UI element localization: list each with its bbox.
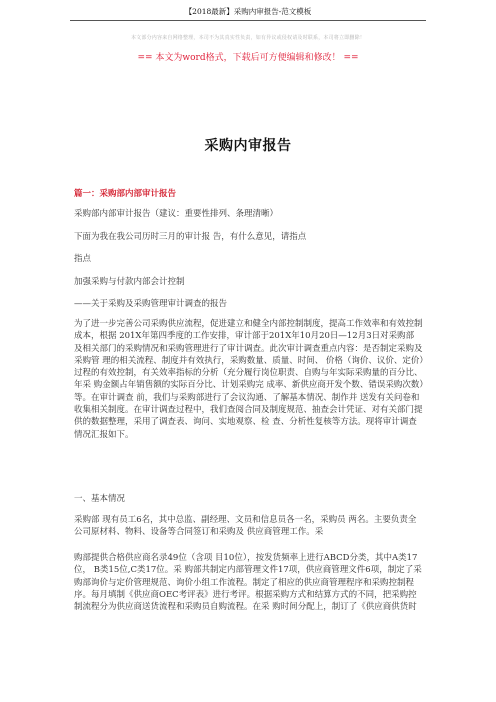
section-heading: 篇一：采购部内部审计报告	[74, 189, 177, 199]
body-paragraph-2: 采购部 现有员工6名，其中总监、副经理、文员和信息员各一名，采购员 两名。主要负责全公司原材料、物料、设备等合同签订和采购及 供应商管理工作。采	[74, 515, 417, 538]
intro-line: 下面为我在我公司历时三月的审计报 告，有什么意见，请指点	[74, 232, 307, 242]
basic-info-heading: 一、基本情况	[74, 494, 126, 504]
intro-line-2: 指点	[74, 254, 92, 264]
header-divider	[70, 20, 426, 21]
body-paragraph-1: 为了进一步完善公司采购供应流程，促进建立和健全内部控制制度，提高工作效率和有效控制成本，根据 201X年第四季度的工作安排，审计部于201X年10月20日—12月3日对采购部 及相关部门的采购情况和采购管理进行了审计调查。此次审计调查重点内容：是否制定采购及采购管 理的相关流程、制度并有效执行，采购数量、质量、时间、 价格（询价、议价、定价）过程的有效控制，有关效率指标的分析（充分履行岗位职责、自购与年实际采购量的百分比、年采 购金额占年销售额的实际百分比、计划采购完 成率、新供应商开发个数、错误采购次数）等。在审计调查 前，我们与采购部进行了会议沟通、了解基本情况、制作并 送发有关问卷和收集相关制度。在审计调查过程中，我们查阅合同及制度规范、抽查会计凭证、对有关部门提供的数据整理，采用了调查表、询问、实地观察、检 查、分析性复核等方法。现将审计调查情况汇报如下。	[74, 319, 424, 440]
word-format-notice: == 本文为word格式，下载后可方便编辑和修改！ ==	[137, 53, 359, 63]
page-header-title: 【2018最新】采购内审报告-范文模板	[184, 7, 312, 16]
report-subtitle-line: 采购部内部审计报告（建议：重要性排列、条理清晰）	[74, 209, 279, 219]
document-title: 采购内审报告	[204, 138, 292, 154]
body-paragraph-3: 购部提供合格供应商名录49位（含项 目10位），按发货频率上进行ABCD分类，其中A类17位， B类15位,C类17位。采 购部共制定内部管理文件17项，供应商管理文件6项，制定了采购部询价与定价管理规范、询价小组工作流程。制定了相应的供应商管理程序和采购控制程序。每月填制《供应商OEC考评表》进行考评。根据采购方式和结算方式的不同，把采购控制流程分为供应商送货流程和采购员自购流程。在采 购时间分配上，制订了《供应商供货时	[74, 553, 422, 613]
report-name-line: ——关于采购及采购管理审计调查的报告	[74, 299, 228, 309]
topic-line: 加强采购与付款内部会计控制	[74, 277, 185, 287]
disclaimer-text: 本文部分内容来自网络整理，本司不为其真实性负责，如有异议或侵权请及时联系，本司将立即删除！	[130, 35, 365, 41]
